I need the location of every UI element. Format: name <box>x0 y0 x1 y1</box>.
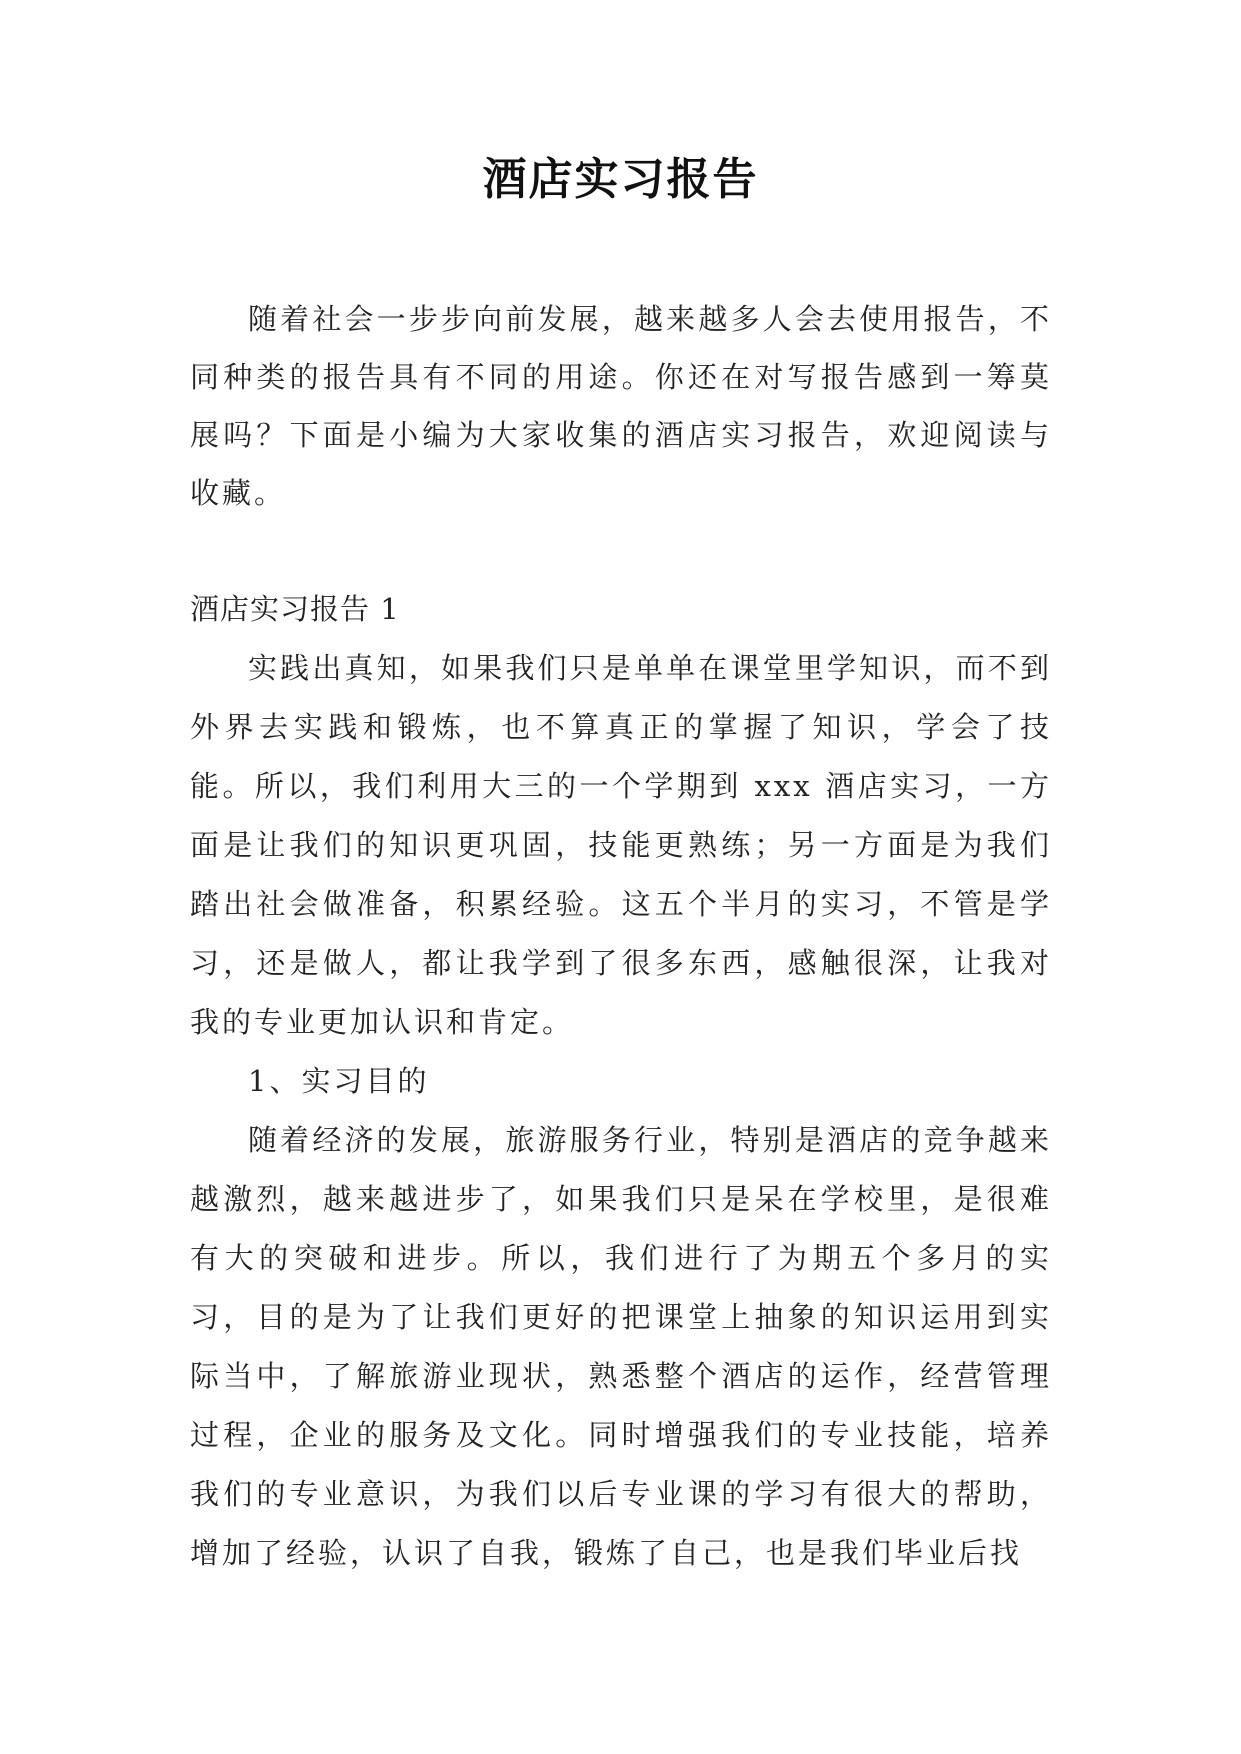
section-title: 酒店实习报告 1 <box>190 592 400 626</box>
document-body <box>190 290 1052 1583</box>
document-title: 酒店实习报告 <box>482 154 759 205</box>
body-paragraph-1: 实践出真知，如果我们只是单单在课堂里学知识，而不到外界去实践和锻炼，也不算真正的掌握了知识，学会了技能。所以，我们利用大三的一个学期到 xxx 酒店实习，一方面是让我们的知识更巩固，技能更熟练；另一方面是为我们踏出社会做准备，积累经验。这五个半月的实习，不管是学习，还是做人，都让我学到了很多东西，感触很深，让我对我的专业更加认识和肯定。 <box>190 651 1052 1039</box>
body-paragraph-2: 随着经济的发展，旅游服务行业，特别是酒店的竞争越来越激烈，越来越进步了，如果我们只是呆在学校里，是很难有大的突破和进步。所以，我们进行了为期五个多月的实习，目的是为了让我们更好的把课堂上抽象的知识运用到实际当中，了解旅游业现状，熟悉整个酒店的运作，经营管理过程，企业的服务及文化。同时增强我们的专业技能，培养我们的专业意识，为我们以后专业课的学习有很大的帮助，增加了经验，认识了自我，锻炼了自己，也是我们毕业后找 <box>190 1123 1052 1570</box>
intro-paragraph: 随着社会一步步向前发展，越来越多人会去使用报告，不同种类的报告具有不同的用途。你还在对写报告感到一筹莫展吗？下面是小编为大家收集的酒店实习报告，欢迎阅读与收藏。 <box>190 302 1052 510</box>
subheading-internship-purpose: 1、实习目的 <box>248 1064 430 1098</box>
